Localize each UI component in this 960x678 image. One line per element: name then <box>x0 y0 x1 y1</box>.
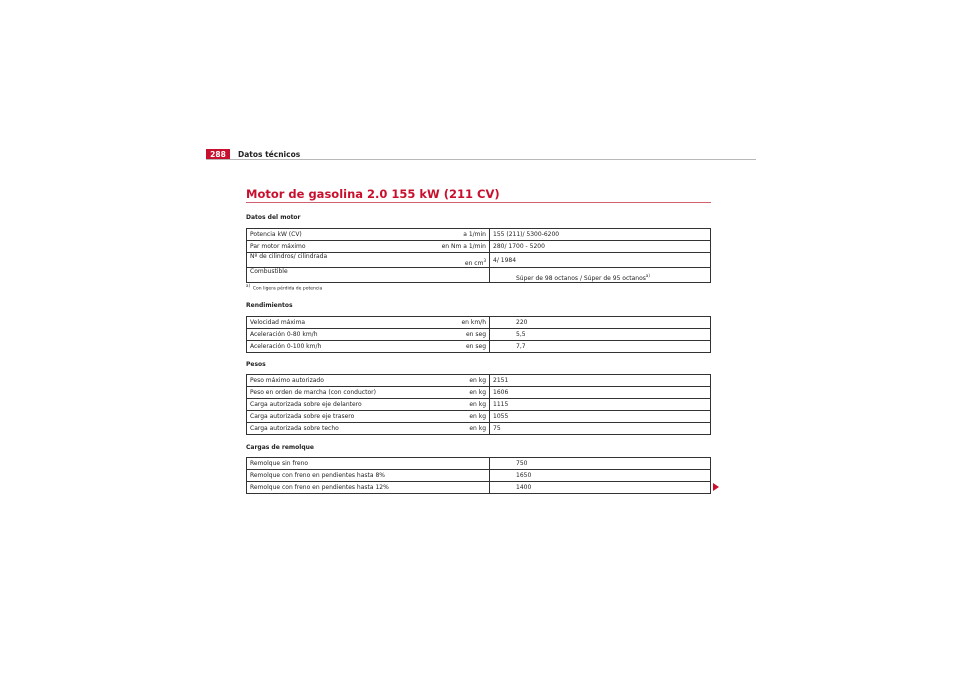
row-value: 220 <box>490 317 711 329</box>
row-value: 75 <box>493 425 501 432</box>
row-label: Combustible <box>250 268 288 275</box>
footnote: $^{a)}$ Con ligera pérdida de potencia <box>246 283 323 292</box>
row-unit <box>403 482 490 494</box>
row-label: Velocidad máxima <box>247 317 404 329</box>
table-row <box>247 341 711 353</box>
rendimientos-table <box>246 316 711 353</box>
chapter-title: Datos técnicos <box>238 150 301 159</box>
table-row <box>247 423 711 435</box>
table-row <box>247 268 711 283</box>
row-value: Súper de 98 octanos / Súper de 95 octanos$^{a)}$ <box>516 273 650 282</box>
row-value: 1115 <box>490 399 711 411</box>
row-label: Peso máximo autorizado <box>247 375 404 387</box>
table-row <box>247 470 711 482</box>
row-value: 750 <box>490 458 711 470</box>
table-row <box>247 458 711 470</box>
row-label: Aceleración 0-80 km/h <box>247 329 404 341</box>
motor-table <box>246 228 711 283</box>
row-value: 280/ 1700 - 5200 <box>490 241 711 253</box>
table-row <box>247 329 711 341</box>
remolque-table <box>246 457 711 494</box>
header-divider <box>206 159 756 160</box>
row-value: 1055 <box>490 411 711 423</box>
row-value: 7,7 <box>516 343 526 350</box>
row-label: Carga autorizada sobre eje trasero <box>247 411 404 423</box>
row-unit: en kg <box>403 411 490 423</box>
row-value: 2151 <box>490 375 711 387</box>
row-label: Aceleración 0-100 km/h <box>250 343 322 350</box>
row-unit: en kg <box>403 423 490 435</box>
table-row <box>247 482 711 494</box>
row-label: Potencia kW (CV) <box>247 229 404 241</box>
row-label: Remolque sin freno <box>247 458 404 470</box>
table-row <box>247 241 711 253</box>
row-unit: en seg <box>403 341 490 353</box>
page-number: 288 <box>206 149 230 160</box>
row-unit: en $cm^3$ <box>403 253 490 268</box>
table-row <box>247 229 711 241</box>
title-divider <box>246 202 711 203</box>
row-unit <box>403 268 490 283</box>
next-page-arrow-icon[interactable] <box>713 483 719 491</box>
pesos-table <box>246 374 711 435</box>
row-label: Carga autorizada sobre techo <box>250 425 339 432</box>
row-unit: a 1/min <box>403 229 490 241</box>
row-label: Remolque con freno en pendientes hasta 12% <box>250 484 389 491</box>
section-heading-rendimientos: Rendimientos <box>246 302 293 309</box>
row-label: Peso en orden de marcha (con conductor) <box>247 387 404 399</box>
row-unit <box>403 458 490 470</box>
row-label: Remolque con freno en pendientes hasta 8% <box>247 470 404 482</box>
section-heading-motor: Datos del motor <box>246 214 301 221</box>
row-label: Nº de cilindros/ cilindrada <box>247 253 404 268</box>
row-value: 5,5 <box>490 329 711 341</box>
row-unit <box>403 470 490 482</box>
row-label: Carga autorizada sobre eje delantero <box>247 399 404 411</box>
section-heading-pesos: Pesos <box>246 361 266 368</box>
row-unit: en seg <box>403 329 490 341</box>
table-row <box>247 411 711 423</box>
row-unit: en kg <box>403 375 490 387</box>
row-unit: en kg <box>403 387 490 399</box>
table-row <box>247 317 711 329</box>
row-unit: en kg <box>403 399 490 411</box>
row-value: 155 (211)/ 5300-6200 <box>490 229 711 241</box>
row-unit: en Nm a 1/min <box>403 241 490 253</box>
page-title: Motor de gasolina 2.0 155 kW (211 CV) <box>246 187 500 201</box>
table-row <box>247 387 711 399</box>
row-unit: en km/h <box>403 317 490 329</box>
row-value: 1606 <box>490 387 711 399</box>
table-row <box>247 399 711 411</box>
table-row <box>247 375 711 387</box>
row-value: 4/ 1984 <box>490 253 711 268</box>
table-row <box>247 253 711 268</box>
row-label: Par motor máximo <box>247 241 404 253</box>
row-value: 1650 <box>490 470 711 482</box>
section-heading-remolque: Cargas de remolque <box>246 444 314 451</box>
row-value: 1400 <box>516 484 532 491</box>
